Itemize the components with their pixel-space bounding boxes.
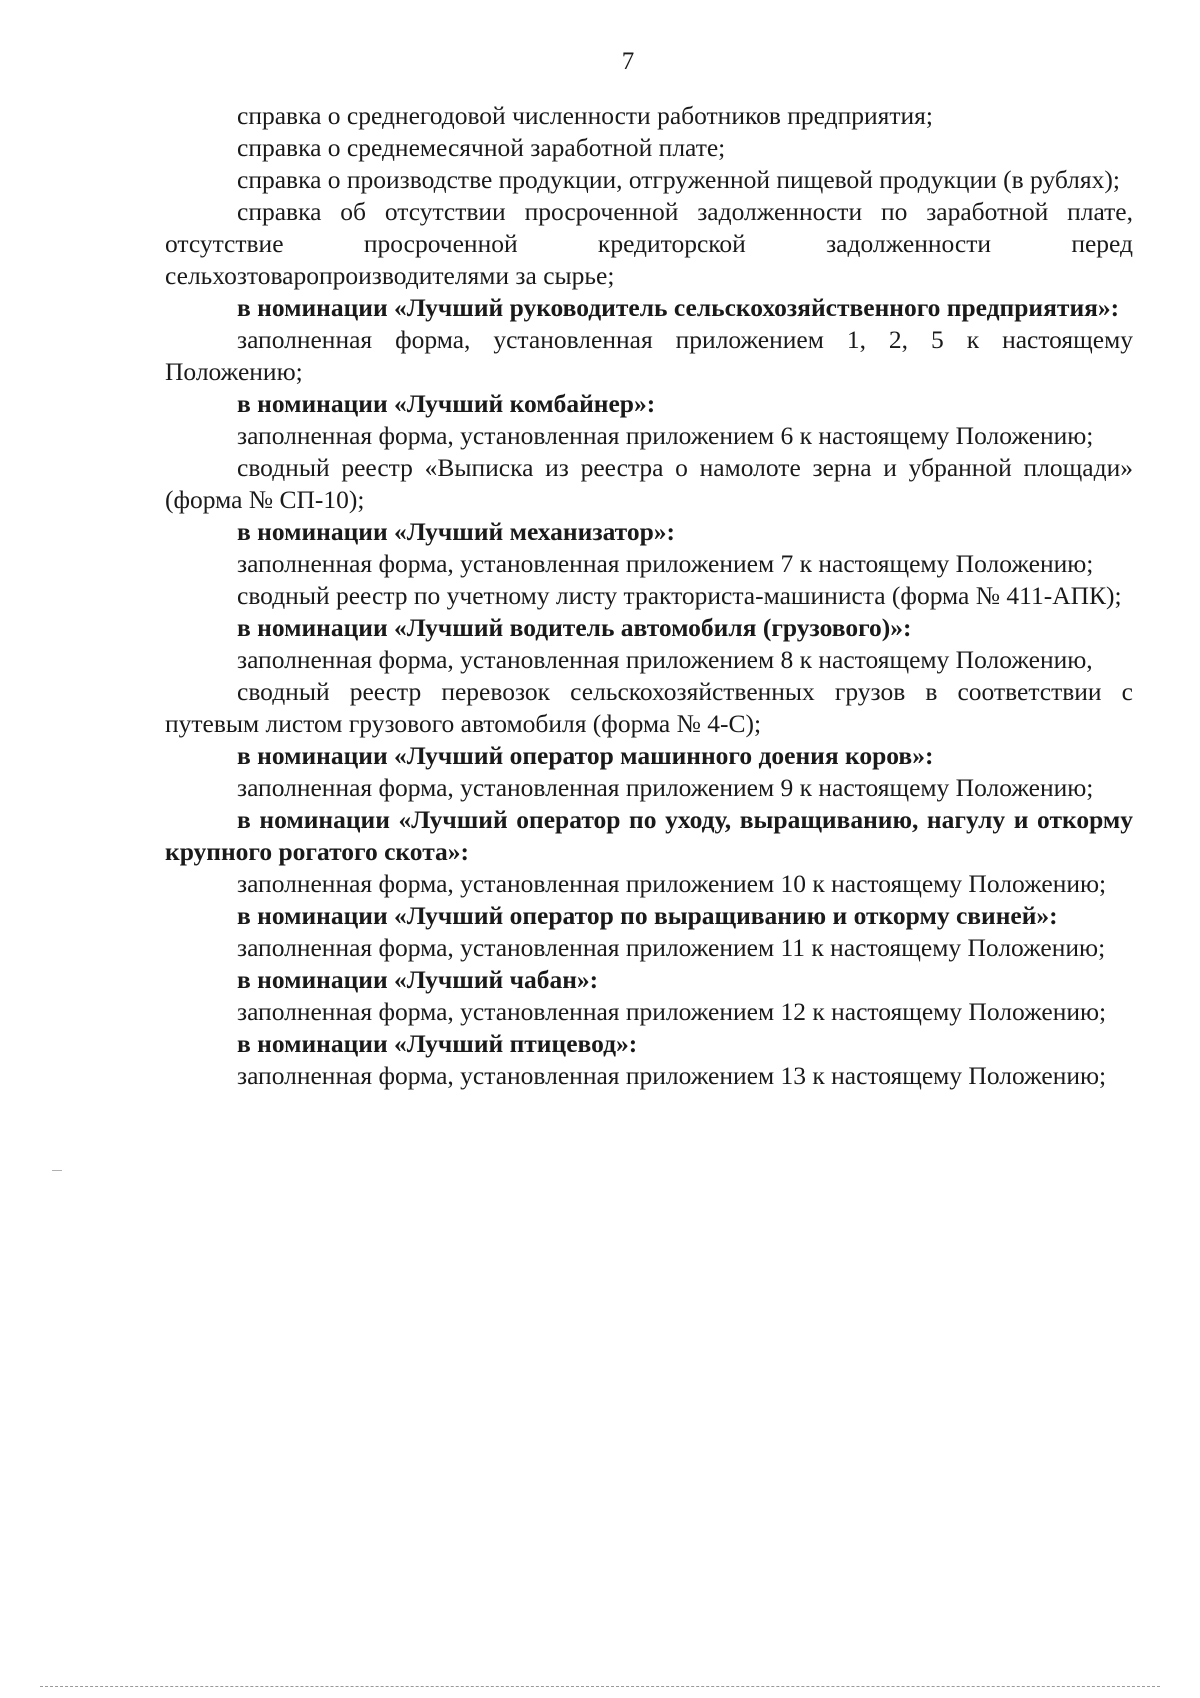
document-body <box>165 100 1133 1092</box>
paragraph: заполненная форма, установленная приложением 7 к настоящему Положению; <box>237 549 1094 578</box>
paragraph: сводный реестр по учетному листу тракториста-машиниста (форма № 411-АПК); <box>237 581 1122 610</box>
paragraph: заполненная форма, установленная приложением 6 к настоящему Положению; <box>237 421 1094 450</box>
paragraph: справка о среднегодовой численности работников предприятия; <box>237 101 933 130</box>
nomination-heading: в номинации «Лучший руководитель сельскохозяйственного предприятия»: <box>237 293 1120 322</box>
paragraph: заполненная форма, установленная приложением 8 к настоящему Положению, <box>237 645 1093 674</box>
nomination-heading: в номинации «Лучший оператор машинного доения коров»: <box>237 741 934 770</box>
paragraph: заполненная форма, установленная приложением 1, 2, 5 к настоящему Положению; <box>165 325 1133 386</box>
nomination-heading: в номинации «Лучший механизатор»: <box>237 517 676 546</box>
nomination-heading: в номинации «Лучший оператор по уходу, выращиванию, нагулу и откорму крупного рогатого скота»: <box>165 805 1133 866</box>
paragraph: заполненная форма, установленная приложением 9 к настоящему Положению; <box>237 773 1094 802</box>
paragraph: справка о среднемесячной заработной плате; <box>237 133 726 162</box>
paragraph: заполненная форма, установленная приложением 10 к настоящему Положению; <box>237 869 1107 898</box>
nomination-heading: в номинации «Лучший чабан»: <box>237 965 599 994</box>
scan-margin-mark <box>52 1170 62 1171</box>
paragraph: заполненная форма, установленная приложением 12 к настоящему Положению; <box>237 997 1107 1026</box>
nomination-heading: в номинации «Лучший оператор по выращиванию и откорму свиней»: <box>237 901 1058 930</box>
paragraph: справка о производстве продукции, отгруженной пищевой продукции (в рублях); <box>237 165 1120 194</box>
paragraph: заполненная форма, установленная приложением 13 к настоящему Положению; <box>237 1061 1107 1090</box>
paragraph: сводный реестр «Выписка из реестра о намолоте зерна и убранной площади» (форма № СП-10); <box>165 453 1133 514</box>
paragraph: справка об отсутствии просроченной задолженности по заработной плате, отсутствие просроченной кредиторской задолженности перед сельхозтоваропроизводителями за сырье; <box>165 197 1133 290</box>
nomination-heading: в номинации «Лучший комбайнер»: <box>237 389 656 418</box>
paragraph: заполненная форма, установленная приложением 11 к настоящему Положению; <box>237 933 1106 962</box>
nomination-heading: в номинации «Лучший птицевод»: <box>237 1029 638 1058</box>
page-number: 7 <box>621 48 635 75</box>
scan-footer-line <box>40 1686 1160 1687</box>
paragraph: сводный реестр перевозок сельскохозяйственных грузов в соответствии с путевым листом грузового автомобиля (форма № 4-С); <box>165 677 1133 738</box>
nomination-heading: в номинации «Лучший водитель автомобиля (грузового)»: <box>237 613 912 642</box>
